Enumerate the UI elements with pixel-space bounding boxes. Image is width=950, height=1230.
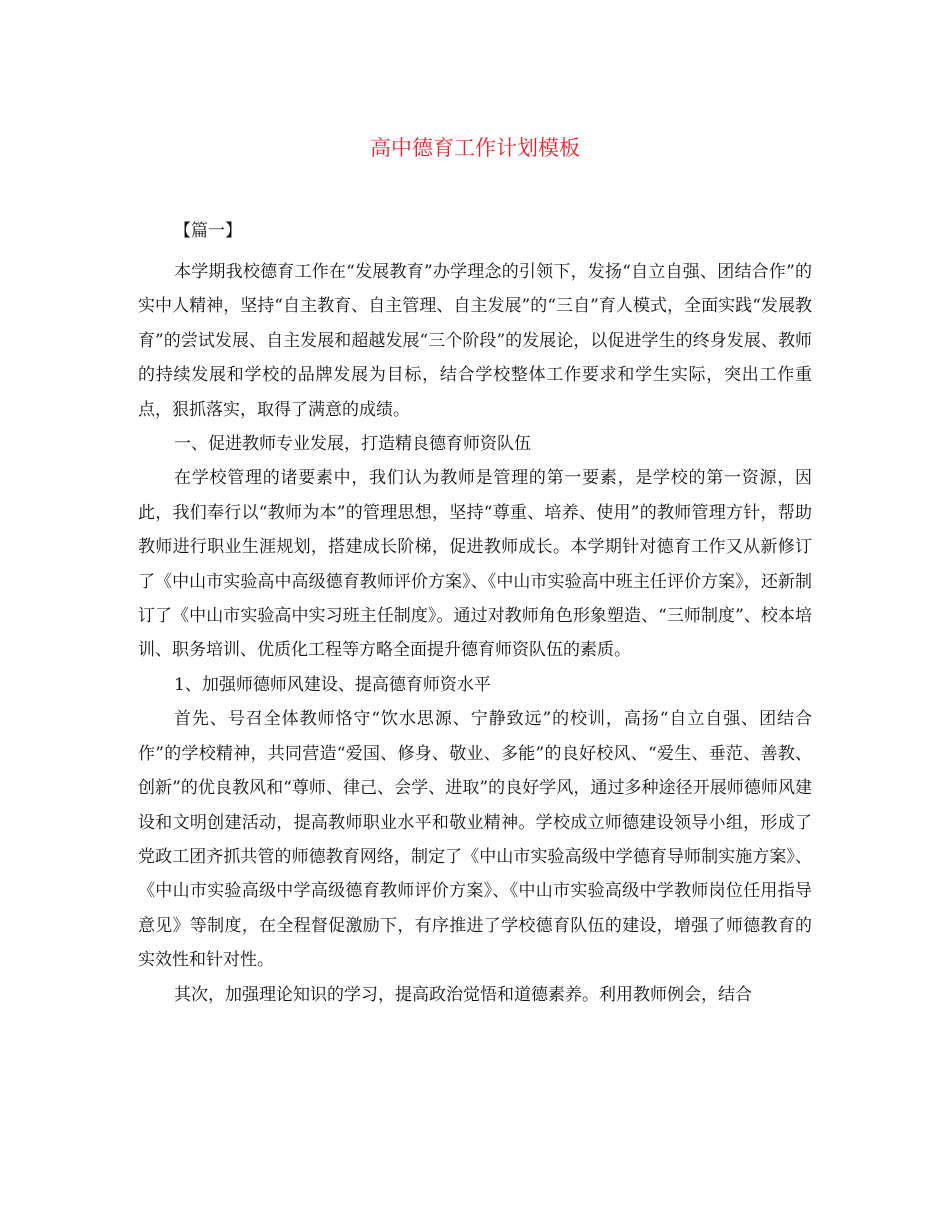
paragraph-theory-study: 其次，加强理论知识的学习，提高政治觉悟和道德素养。利用教师例会，结合 xyxy=(174,984,752,1005)
paragraph-teacher-management: 在学校管理的诸要素中，我们认为教师是管理的第一要素，是学校的第一资源，因此，我们奉行以“教师为本”的管理思想，坚持“尊重、培养、使用”的教师管理方针，帮助教师进行职业生涯规划，搭建成长阶梯，促进教师成长。本学期针对德育工作又从新修订了《中山市实验高中高级德育教师评价方案》、《中山市实验高中班主任评价方案》，还新制订了《中山市实验高中实习班主任制度》。通过对教师角色形象塑造、“三师制度”、校本培训、职务培训、优质化工程等方略全面提升德育师资队伍的素质。 xyxy=(138,468,812,661)
section-label: 【篇一】 xyxy=(174,221,242,241)
heading-section-one: 一、促进教师专业发展，打造精良德育师资队伍 xyxy=(174,434,531,455)
document-body xyxy=(138,255,812,1012)
heading-subsection-one: 1、加强师德师风建设、提高德育师资水平 xyxy=(174,674,491,695)
paragraph-teacher-ethics: 首先、号召全体教师恪守“饮水思源、宁静致远”的校训，高扬“自立自强、团结合作”的学校精神，共同营造“爱国、修身、敬业、多能”的良好校风、“爱生、垂范、善教、创新”的优良教风和“尊师、律己、会学、进取”的良好学风，通过多种途径开展师德师风建设和文明创建活动，提高教师职业水平和敬业精神。学校成立师德建设领导小组，形成了党政工团齐抓共管的师德教育网络，制定了《中山市实验高级中学德育导师制实施方案》、《中山市实验高级中学高级德育教师评价方案》、《中山市实验高级中学教师岗位任用指导意见》等制度，在全程督促激励下，有序推进了学校德育队伍的建设，增强了师德教育的实效性和针对性。 xyxy=(138,709,812,971)
document-title: 高中德育工作计划模板 xyxy=(370,136,580,160)
paragraph-intro: 本学期我校德育工作在“发展教育”办学理念的引领下，发扬“自立自强、团结合作”的实中人精神，坚持“自主教育、自主管理、自主发展”的“三自”育人模式，全面实践“发展教育”的尝试发展、自主发展和超越发展“三个阶段”的发展论，以促进学生的终身发展、教师的持续发展和学校的品牌发展为目标，结合学校整体工作要求和学生实际，突出工作重点，狠抓落实，取得了满意的成绩。 xyxy=(138,262,812,420)
